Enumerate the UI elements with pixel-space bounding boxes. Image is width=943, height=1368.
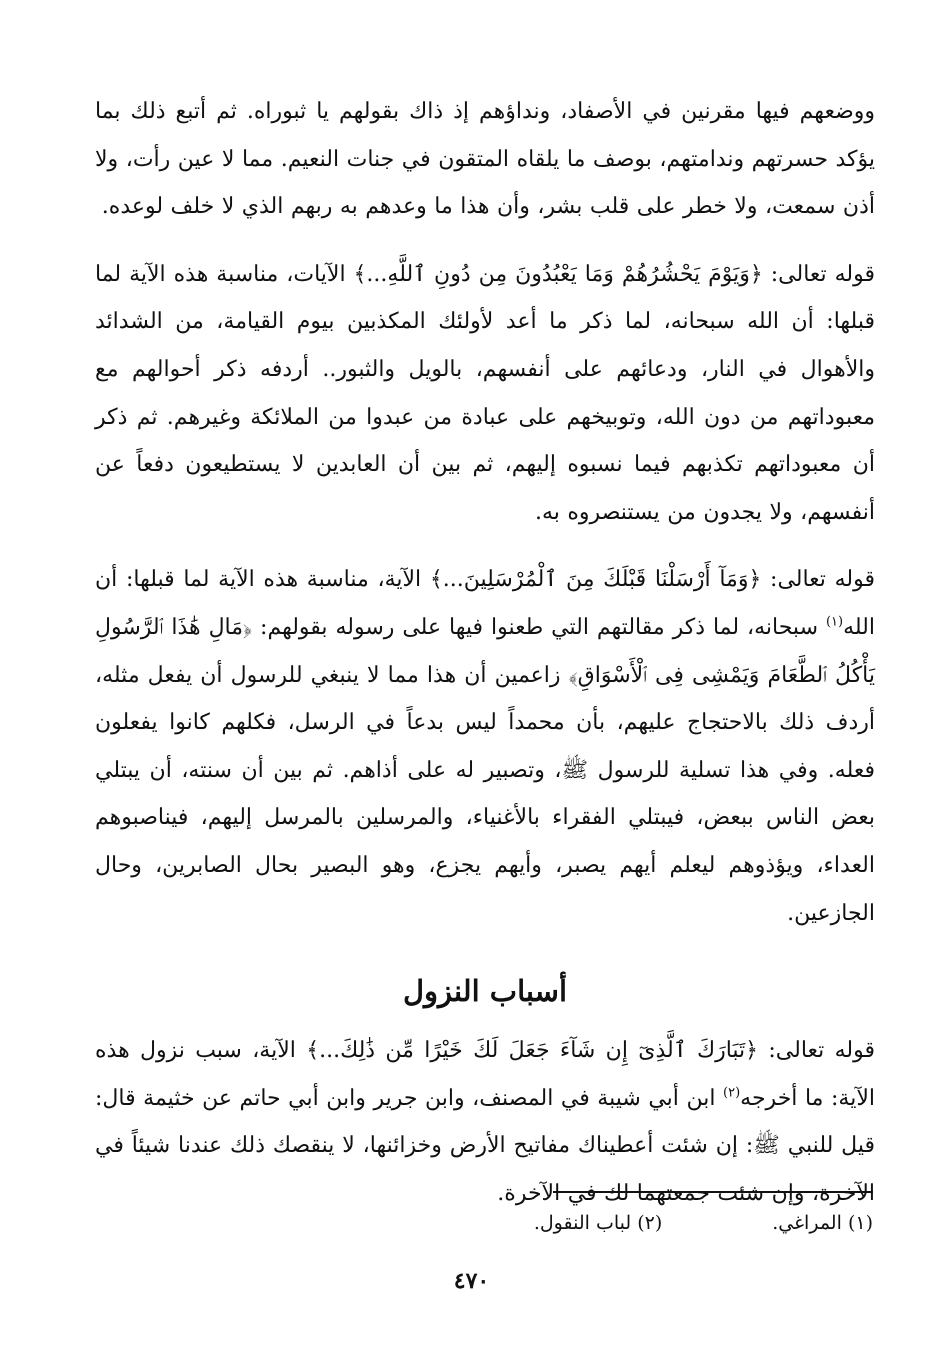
paragraph-1: ووضعهم فيها مقرنين في الأصفاد، ونداؤهم إذ ذاك بقولهم يا ثبوراه. ثم أتبع ذلك بما يؤكد حسرتهم وندامتهم، بوصف ما يلقاه المتقون في جنات النعيم. مما لا عين رأت، ولا أذن سمعت، ولا خطر على قلب بشر، وأن هذا ما وعدهم به ربهم الذي لا خلف لوعده. [95, 99, 875, 220]
footnote-ref-1: (١) [825, 614, 844, 630]
footnote-2-text: لباب النقول. [533, 1212, 632, 1234]
paragraph-3-part-2: سبحانه، لما ذكر مقالتهم التي طعنوا فيها على رسوله بقولهم: ﴿مَالِ هَٰذَا ٱلرَّسُولِ يَأْكُلُ ٱلطَّعَامَ وَيَمْشِى فِى ٱلْأَسْوَاقِ﴾ زاعمين أن هذا مما لا ينبغي للرسول أن يفعل مثله، أردف ذلك بالاحتجاج عليهم، بأن محمداً ليس بدعاً في الرسل، فكلهم كانوا يفعلون فعله. وفي هذا تسلية للرسول ﷺ، وتصبير له على أذاهم. ثم بين أن سنته، أن يبتلي بعض الناس ببعض، فيبتلي الفقراء بالأغنياء، والمرسلين بالمرسل إليهم، فيناصبوهم العداء، ويؤذوهم ليعلم أيهم يصبر، وأيهم يجزع، وهو البصير بحال الصابرين، وحال الجازعين. [95, 614, 875, 926]
paragraph-2: قوله تعالى: ﴿وَيَوْمَ يَحْشُرُهُمْ وَمَا يَعْبُدُونَ مِن دُونِ ٱللَّهِ...﴾ الآيات، مناسبة هذه الآية لما قبلها: أن الله سبحانه، لما ذكر ما أعد لأولئك المكذبين بيوم القيامة، من الشدائد والأهوال في النار، ودعائهم على أنفسهم، بالويل والثبور.. أردفه ذكر أحوالهم مع معبوداتهم من دون الله، وتوبيخهم على عبادة من عبدوا من الملائكة وغيرهم. ثم ذكر أن معبوداتهم تكذبهم فيما نسبوه إليهم، ثم بين أن العابدين لا يستطيعون دفعاً عن أنفسهم، ولا يجدون من يستنصروه به. [95, 261, 875, 525]
footnote-2 [534, 1212, 662, 1234]
footnote-1-mark: (١) [847, 1212, 873, 1234]
paragraph-3 [95, 556, 875, 937]
footnote-2-mark: (٢) [637, 1212, 663, 1234]
paragraph-4-part-1: قوله تعالى: ﴿تَبَارَكَ ٱلَّذِىٓ إِن شَآءَ جَعَلَ لَكَ خَيْرًا مِّن ذَٰلِكَ...﴾ الآية، سبب نزول هذه الآية: ما أخرجه [95, 1038, 875, 1111]
paragraph-4 [95, 1027, 875, 1217]
footnote-ref-2: (٢) [723, 1085, 741, 1101]
paragraph-4-part-2: ابن أبي شيبة في المصنف، وابن جرير وابن أبي حاتم عن خثيمة قال: قيل للنبي ﷺ: إن شئت أعطيناك مفاتيح الأرض وخزائنها، لا ينقصك ذلك عندنا شيئاً في الآخرة، وإن شئت جمعتهما لك في الآخرة. [95, 1085, 875, 1206]
footnote-1 [772, 1212, 873, 1234]
paragraph-3-part-1: قوله تعالى: ﴿وَمَآ أَرْسَلْنَا قَبْلَكَ مِنَ ٱلْمُرْسَلِينَ...﴾ الآية، مناسبة هذه الآية لما قبلها: أن الله [95, 567, 875, 640]
footnotes [313, 1212, 873, 1234]
footnote-1-text: المراغي. [772, 1212, 842, 1234]
footnote-separator [553, 1191, 873, 1193]
page-number: ٤٧٠ [453, 1268, 490, 1294]
page-body [95, 88, 875, 1237]
section-heading: أسباب النزول [402, 974, 568, 1009]
